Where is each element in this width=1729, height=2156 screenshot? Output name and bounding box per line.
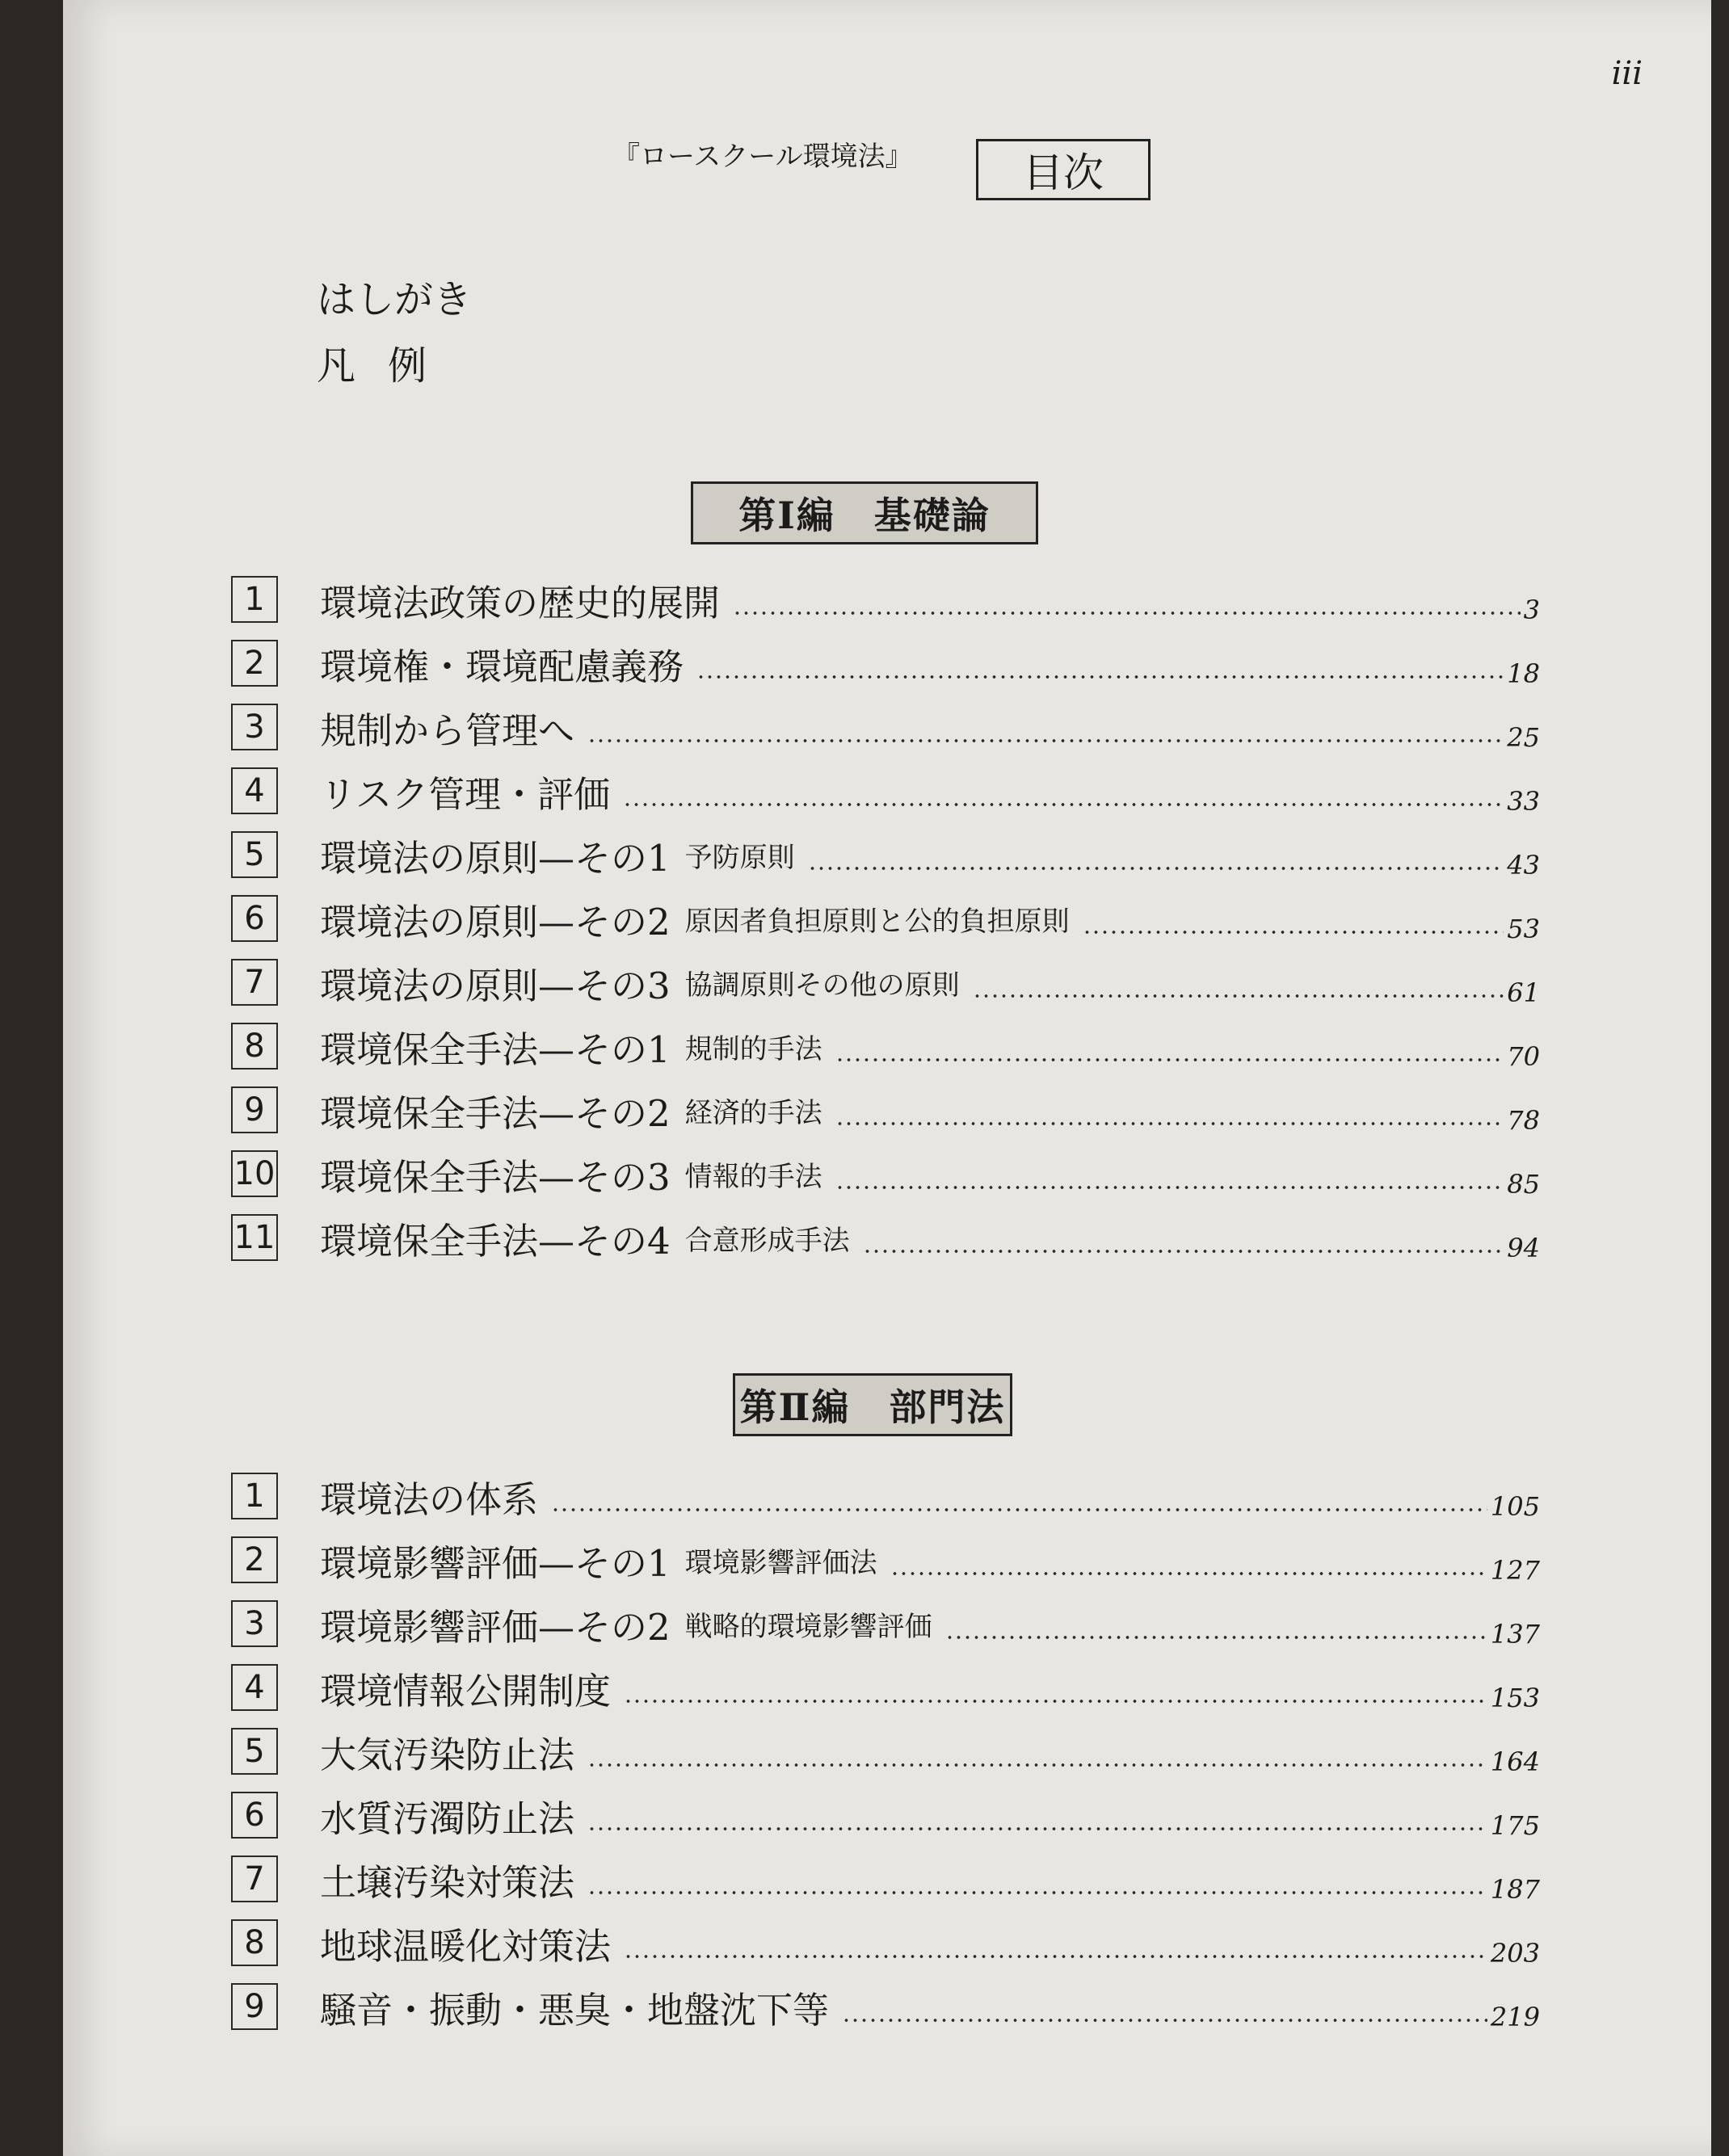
chapter-number: 2 — [231, 1536, 278, 1583]
page-number: iii — [1611, 55, 1643, 92]
dot-leader — [624, 1699, 1487, 1704]
chapter-number: 5 — [231, 831, 278, 878]
dot-leader — [945, 1635, 1487, 1640]
toc-entry[interactable] — [231, 639, 1540, 687]
toc-entry[interactable] — [231, 575, 1540, 624]
chapter-subtitle: 情報的手法 — [684, 1160, 822, 1193]
dot-leader — [587, 1890, 1487, 1895]
toc-entry[interactable] — [231, 830, 1540, 879]
chapter-number: 11 — [231, 1214, 278, 1261]
chapter-title: リスク管理・評価 — [320, 772, 611, 816]
chapter-subtitle: 環境影響評価法 — [684, 1546, 877, 1579]
chapter-title: 環境保全手法—その3 — [320, 1155, 671, 1199]
toc-entry[interactable] — [231, 1149, 1540, 1198]
toc-entry[interactable] — [231, 1791, 1540, 1839]
page-reference: 153 — [1490, 1683, 1540, 1713]
chapter-number: 4 — [231, 767, 278, 814]
toc-entry[interactable] — [231, 1855, 1540, 1903]
page-reference: 164 — [1490, 1746, 1540, 1777]
chapter-title: 環境法の体系 — [320, 1477, 539, 1521]
chapter-number: 1 — [231, 1473, 278, 1519]
page-reference: 33 — [1507, 786, 1540, 817]
dot-leader — [733, 611, 1521, 616]
toc-entry[interactable] — [231, 1982, 1540, 2031]
chapter-subtitle: 予防原則 — [684, 841, 795, 874]
chapter-number: 5 — [231, 1728, 278, 1775]
front-matter-preface: はしがき — [317, 277, 473, 322]
dot-leader — [1083, 930, 1504, 935]
page-reference: 187 — [1490, 1874, 1540, 1905]
chapter-number: 7 — [231, 1856, 278, 1902]
chapter-subtitle: 戦略的環境影響評価 — [684, 1610, 932, 1643]
dot-leader — [623, 802, 1504, 807]
chapter-number: 9 — [231, 1086, 278, 1133]
chapter-number: 8 — [231, 1919, 278, 1966]
chapter-title: 環境保全手法—その1 — [320, 1028, 671, 1071]
chapter-title: 騒音・振動・悪臭・地盤沈下等 — [320, 1988, 830, 2032]
toc-heading: 目次 — [976, 139, 1151, 200]
toc-entry[interactable] — [231, 1022, 1540, 1070]
chapter-number: 6 — [231, 1792, 278, 1839]
page-reference: 3 — [1523, 595, 1540, 625]
page-reference: 85 — [1507, 1169, 1540, 1200]
page-reference: 175 — [1490, 1810, 1540, 1841]
chapter-title: 環境法の原則—その3 — [320, 964, 671, 1007]
page-reference: 18 — [1507, 658, 1540, 689]
page-reference: 43 — [1507, 850, 1540, 880]
chapter-title: 水質汚濁防止法 — [320, 1797, 575, 1840]
chapter-subtitle: 経済的手法 — [684, 1096, 822, 1129]
chapter-title: 環境情報公開制度 — [320, 1669, 612, 1713]
chapter-number: 1 — [231, 576, 278, 623]
chapter-title: 環境保全手法—その2 — [320, 1091, 671, 1135]
page-reference: 203 — [1490, 1938, 1540, 1969]
chapter-title: 環境法の原則—その2 — [320, 900, 671, 944]
dot-leader — [890, 1571, 1487, 1576]
chapter-subtitle: 協調原則その他の原則 — [684, 969, 960, 1002]
page-reference: 219 — [1490, 2002, 1540, 2032]
dot-leader — [551, 1507, 1487, 1512]
toc-entry[interactable] — [231, 1536, 1540, 1584]
chapter-title: 土壌汚染対策法 — [320, 1860, 575, 1904]
toc-entry[interactable] — [231, 1086, 1540, 1134]
book-page — [63, 0, 1711, 2156]
chapter-number: 7 — [231, 959, 278, 1006]
chapter-title: 環境影響評価—その1 — [320, 1541, 671, 1585]
page-reference: 105 — [1490, 1491, 1540, 1522]
dot-leader — [835, 1057, 1504, 1062]
page-reference: 70 — [1507, 1041, 1540, 1072]
chapter-title: 環境権・環境配慮義務 — [320, 645, 684, 688]
toc-entry[interactable] — [231, 1919, 1540, 1967]
toc-entry[interactable] — [231, 958, 1540, 1007]
chapter-number: 9 — [231, 1983, 278, 2030]
chapter-number: 4 — [231, 1664, 278, 1711]
dot-leader — [842, 2018, 1487, 2023]
chapter-title: 環境影響評価—その2 — [320, 1605, 671, 1649]
dot-leader — [587, 1826, 1487, 1831]
chapter-number: 3 — [231, 1600, 278, 1647]
page-reference: 25 — [1507, 722, 1540, 753]
part-heading: 第Ⅱ編 部門法 — [733, 1373, 1012, 1436]
toc-entry[interactable] — [231, 1727, 1540, 1776]
book-title: 『ロースクール環境法』 — [612, 141, 913, 173]
dot-leader — [973, 994, 1504, 998]
chapter-title: 環境法の原則—その1 — [320, 836, 671, 880]
toc-entry[interactable] — [231, 894, 1540, 943]
dot-leader — [835, 1185, 1504, 1190]
dot-leader — [624, 1954, 1487, 1959]
chapter-number: 10 — [231, 1150, 278, 1197]
dot-leader — [587, 1763, 1487, 1767]
page-reference: 137 — [1490, 1619, 1540, 1650]
dot-leader — [808, 866, 1504, 871]
front-matter-legend: 凡例 — [317, 343, 460, 389]
dot-leader — [587, 738, 1504, 743]
dot-leader — [835, 1121, 1504, 1126]
page-reference: 78 — [1507, 1105, 1540, 1136]
toc-entry[interactable] — [231, 703, 1540, 751]
toc-entry[interactable] — [231, 1472, 1540, 1520]
page-reference: 127 — [1490, 1555, 1540, 1586]
page-reference: 61 — [1507, 977, 1540, 1008]
toc-entry[interactable] — [231, 767, 1540, 815]
chapter-subtitle: 規制的手法 — [684, 1032, 822, 1065]
chapter-subtitle: 合意形成手法 — [684, 1224, 850, 1257]
chapter-title: 地球温暖化対策法 — [320, 1924, 612, 1968]
chapter-subtitle: 原因者負担原則と公的負担原則 — [684, 905, 1070, 938]
chapter-title: 環境法政策の歴史的展開 — [320, 581, 721, 624]
dot-leader — [863, 1249, 1504, 1254]
part-heading: 第Ⅰ編 基礎論 — [691, 481, 1038, 544]
chapter-title: 大気汚染防止法 — [320, 1733, 575, 1776]
chapter-number: 6 — [231, 895, 278, 942]
chapter-number: 3 — [231, 704, 278, 750]
chapter-number: 2 — [231, 640, 278, 687]
page-reference: 53 — [1507, 914, 1540, 944]
chapter-title: 環境保全手法—その4 — [320, 1219, 671, 1263]
chapter-number: 8 — [231, 1023, 278, 1070]
chapter-title: 規制から管理へ — [320, 708, 575, 752]
toc-entry[interactable] — [231, 1599, 1540, 1648]
page-reference: 94 — [1507, 1233, 1540, 1263]
toc-entry[interactable] — [231, 1213, 1540, 1262]
dot-leader — [696, 675, 1504, 679]
toc-entry[interactable] — [231, 1663, 1540, 1712]
